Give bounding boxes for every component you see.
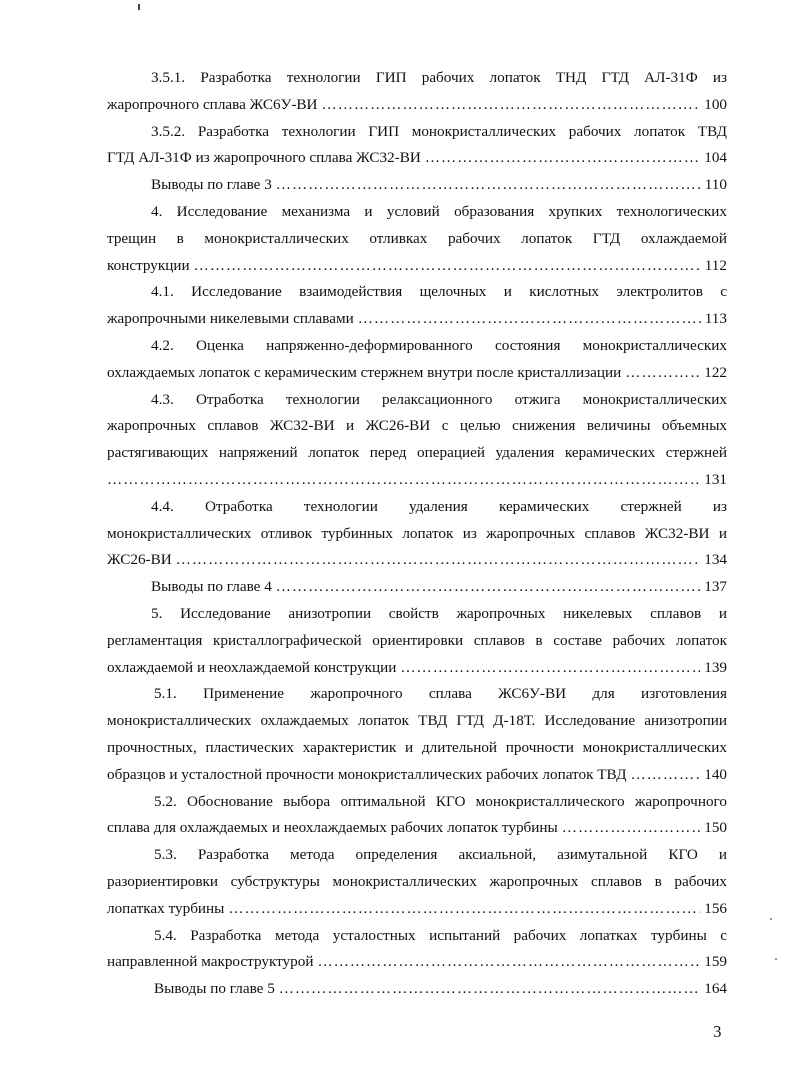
toc-entry-title: 4.1. Исследование взаимодействия щелочных и кислотных электролитов с [151, 283, 727, 301]
toc-entry[interactable] [107, 976, 727, 1003]
toc-entry[interactable] [107, 842, 727, 922]
toc-entry[interactable] [107, 199, 727, 279]
toc-entry[interactable] [107, 681, 727, 788]
dot-leader [625, 360, 700, 387]
dot-leader [176, 547, 701, 574]
toc-page-number: 134 [704, 551, 727, 569]
dot-leader [317, 949, 700, 976]
toc-entry-title-end: охлаждаемых лопаток с керамическим стержнем внутри после кристаллизации [107, 363, 622, 381]
toc-page-number: 131 [704, 470, 727, 488]
dot-leader [425, 145, 700, 172]
toc-entry-title-end: образцов и усталостной прочности монокристаллических рабочих лопаток ТВД [107, 765, 627, 783]
toc-page-number: 150 [704, 819, 727, 837]
toc-entry-title-cont: прочностных, пластических характеристик и длительной прочности монокристаллических [107, 738, 727, 756]
toc-entry[interactable] [107, 494, 727, 574]
toc-entry-title: 4.3. Отработка технологии релаксационного отжига монокристаллических [151, 390, 727, 408]
dot-leader [358, 306, 701, 333]
toc-page-number: 140 [704, 765, 727, 783]
toc-entry[interactable] [107, 789, 727, 843]
toc-entry-title-cont: жаропрочных сплавов ЖС32-ВИ и ЖС26-ВИ с целью снижения величины объемных [107, 417, 727, 435]
toc-entry-title-end: направленной макроструктурой [107, 953, 314, 971]
toc-entry[interactable] [107, 923, 727, 977]
toc-page-number: 122 [704, 363, 727, 381]
dot-leader [279, 976, 700, 1003]
toc-entry-title-cont: растягивающих напряжений лопаток перед операцией удаления керамических стержней [107, 444, 727, 462]
toc-entry-title: Выводы по главе 5 [154, 980, 275, 998]
scan-speck [775, 958, 777, 960]
toc-entry-title-cont: монокристаллических охлаждаемых лопаток ТВД ГТД Д-18Т. Исследование анизотропии [107, 712, 727, 730]
toc-page-number: 104 [704, 149, 727, 167]
toc-page-number: 113 [704, 310, 727, 328]
toc-entry-title-end: жаропрочными никелевыми сплавами [107, 310, 354, 328]
toc-entry[interactable] [107, 119, 727, 173]
toc-entry-title-end: жаропрочного сплава ЖС6У-ВИ [107, 95, 318, 113]
toc-entry-title: 3.5.2. Разработка технологии ГИП монокристаллических рабочих лопаток ТВД [151, 122, 727, 140]
dot-leader [194, 253, 701, 280]
dot-leader [400, 655, 700, 682]
scan-speck [770, 918, 772, 920]
toc-entry-title: 5.2. Обоснование выбора оптимальной КГО монокристаллического жаропрочного [154, 792, 727, 810]
toc-entry-title: Выводы по главе 4 [151, 578, 272, 596]
toc-entry[interactable] [107, 333, 727, 387]
toc-page-number: 159 [704, 953, 727, 971]
toc-page-number: 112 [704, 256, 727, 274]
dot-leader [276, 574, 700, 601]
table-of-contents [107, 65, 727, 1003]
toc-entry-title-cont: регламентация кристаллографической ориентировки сплавов в составе рабочих лопаток [107, 631, 727, 649]
toc-entry-title-end: сплава для охлаждаемых и неохлаждаемых рабочих лопаток турбины [107, 819, 558, 837]
toc-entry[interactable] [107, 65, 727, 119]
dot-leader [107, 467, 700, 494]
toc-page-number: 156 [704, 899, 727, 917]
toc-page-number: 137 [704, 578, 727, 596]
toc-entry[interactable] [107, 601, 727, 681]
dot-leader [228, 896, 700, 923]
toc-entry[interactable] [107, 279, 727, 333]
scan-mark [138, 4, 140, 10]
dot-leader [630, 762, 700, 789]
page-number: 3 [713, 1022, 722, 1041]
toc-entry[interactable] [107, 387, 727, 494]
toc-entry[interactable] [107, 172, 727, 199]
toc-page-number: 164 [704, 980, 727, 998]
toc-entry-title-end: охлаждаемой и неохлаждаемой конструкции [107, 658, 397, 676]
toc-entry-title-cont: трещин в монокристаллических отливках рабочих лопаток ГТД охлаждаемой [107, 229, 727, 247]
toc-entry-title: 3.5.1. Разработка технологии ГИП рабочих лопаток ТНД ГТД АЛ-31Ф из [151, 69, 727, 86]
dot-leader [276, 172, 701, 199]
toc-page-number: 139 [704, 658, 727, 676]
toc-entry-title-cont: разориентировки субструктуры монокристаллических жаропрочных сплавов в рабочих [107, 872, 727, 890]
toc-entry-title: 4.4. Отработка технологии удаления керамических стержней из [151, 497, 727, 515]
toc-entry-title: 5.4. Разработка метода усталостных испытаний рабочих лопатках турбины с [154, 926, 727, 944]
toc-entry-title-end: ГТД АЛ-31Ф из жаропрочного сплава ЖС32-ВИ [107, 149, 421, 167]
toc-entry-title: 5.1. Применение жаропрочного сплава ЖС6У-ВИ для изготовления [154, 685, 727, 703]
toc-page-number: 100 [704, 95, 727, 113]
toc-page-number: 110 [704, 176, 727, 194]
toc-entry-title-end: ЖС26-ВИ [107, 551, 172, 569]
toc-entry-title: Выводы по главе 3 [151, 176, 272, 194]
toc-entry-title: 4.2. Оценка напряженно-деформированного состояния монокристаллических [151, 336, 727, 354]
toc-entry-title: 5. Исследование анизотропии свойств жаропрочных никелевых сплавов и [151, 604, 727, 622]
dot-leader [322, 92, 701, 119]
toc-entry-title-end: лопатках турбины [107, 899, 225, 917]
toc-entry-title: 5.3. Разработка метода определения аксиальной, азимутальной КГО и [154, 846, 727, 864]
dot-leader [562, 815, 700, 842]
toc-entry-title-cont: монокристаллических отливок турбинных лопаток из жаропрочных сплавов ЖС32-ВИ и [107, 524, 727, 542]
toc-entry-title-end: конструкции [107, 256, 190, 274]
toc-entry[interactable] [107, 574, 727, 601]
toc-entry-title: 4. Исследование механизма и условий образования хрупких технологических [151, 202, 727, 220]
